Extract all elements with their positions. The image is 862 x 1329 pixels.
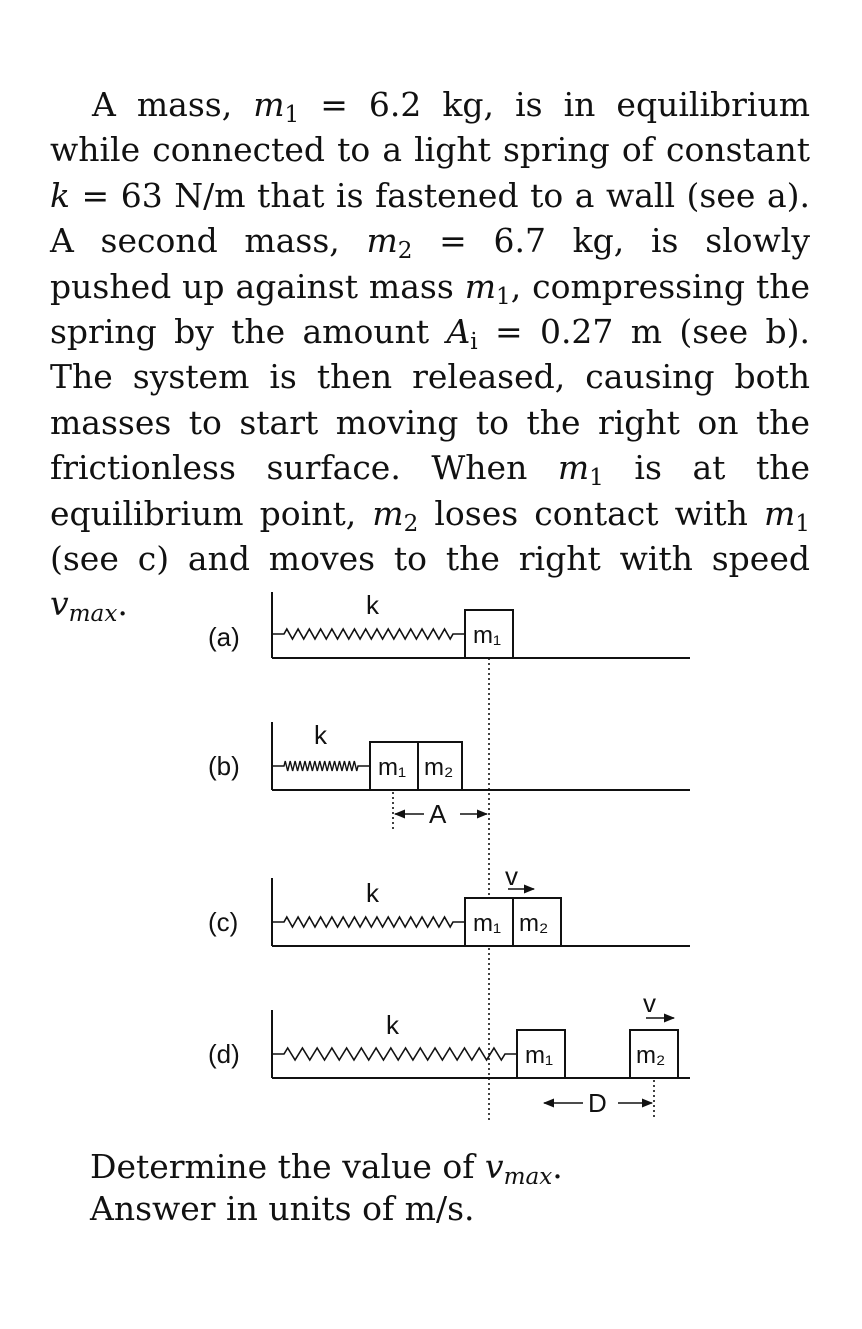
block-m1-label: m₁ — [473, 910, 502, 937]
panel-d-label: (d) — [208, 1039, 240, 1069]
spring — [272, 917, 465, 927]
block-m2-label: m₂ — [519, 910, 549, 937]
panel-b — [208, 720, 690, 830]
block-m2-label: m₂ — [424, 754, 454, 781]
velocity-label: v — [643, 988, 656, 1018]
block-m1-label: m₁ — [378, 754, 407, 781]
question: Determine the value of $v_{max}$. Answer in units of m/s. — [90, 1147, 563, 1228]
velocity-label: v — [505, 861, 518, 891]
spring — [272, 1048, 517, 1060]
distance-d-label: D — [588, 1088, 607, 1118]
block-m2-label: m₂ — [636, 1042, 666, 1069]
spring-label: k — [366, 590, 379, 620]
spring — [272, 629, 465, 639]
problem-statement: A mass, $m_1 = 6.2$ kg, is in equilibrium while connected to a light spring of constant k = 63 N/m that is fastened to a wall (see a). A second mass, $m_2 = 6.7$ kg, is slowly pushed up against mass $m_1$, compressing the spring by the amount $A_i = 0.27$ m (see b). The system is then released, causing both masses to start moving to the right on the frictionless surface. When $m_1$ is at the equilibrium point, $m_2$ loses contact with $m_1$ (see c) and moves to the right with speed $v_{max}$. — [50, 85, 811, 628]
block-m1-label: m₁ — [525, 1042, 554, 1069]
panel-a — [208, 590, 690, 658]
panel-c — [208, 861, 690, 946]
spring-label: k — [366, 878, 379, 908]
spring — [272, 761, 370, 771]
panel-c-label: (c) — [208, 907, 239, 937]
panel-b-label: (b) — [208, 751, 240, 781]
spring-label: k — [314, 720, 327, 750]
block-m1-label: m₁ — [473, 622, 502, 649]
spring-mass-figure — [0, 580, 862, 1130]
panel-d — [208, 988, 690, 1118]
distance-a-label: A — [429, 799, 447, 829]
panel-a-label: (a) — [208, 622, 240, 652]
spring-label: k — [386, 1010, 399, 1040]
